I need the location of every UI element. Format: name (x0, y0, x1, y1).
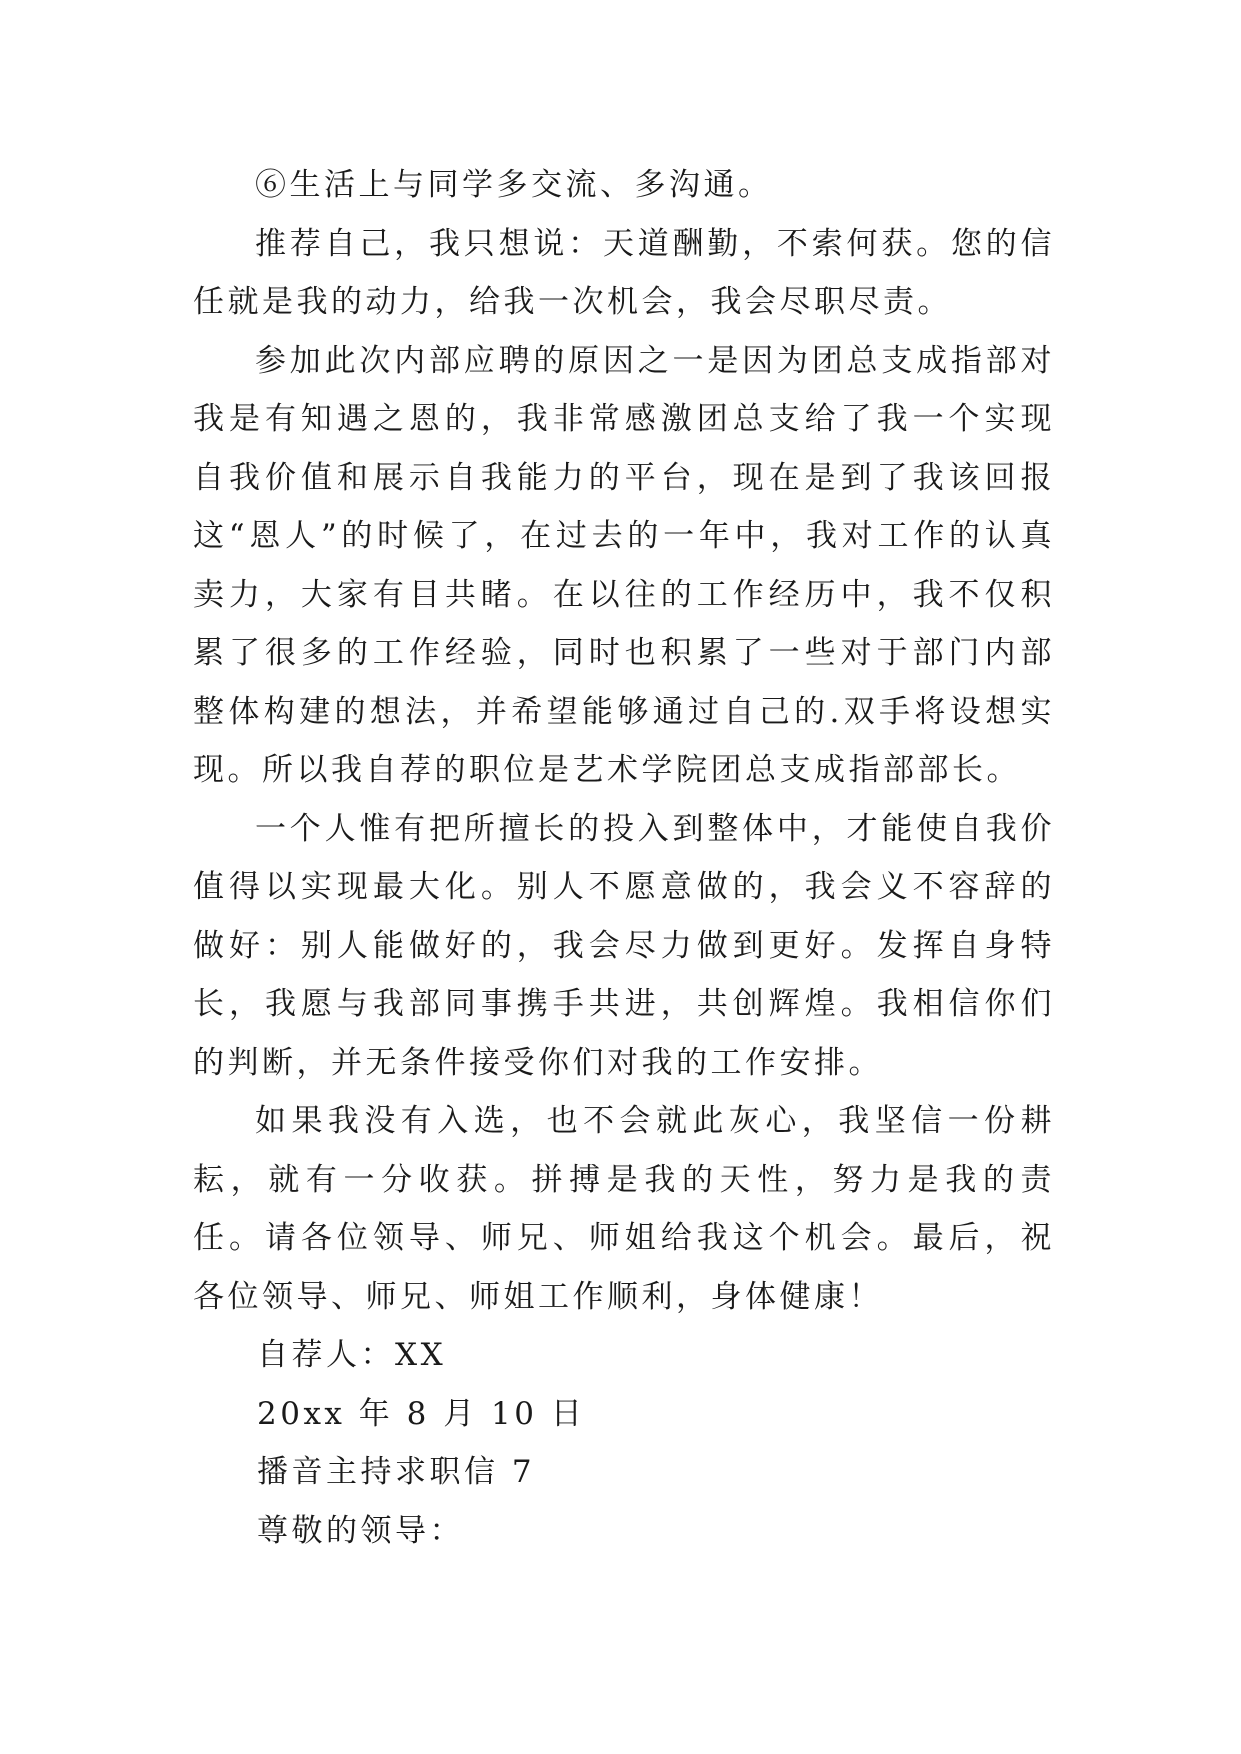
paragraph-1: ⑥生活上与同学多交流、多沟通。 (255, 167, 773, 203)
date: 20xx 年 8 月 10 日 (257, 1395, 586, 1432)
paragraph-3: 参加此次内部应聘的原因之一是因为团总支成指部对我是有知遇之恩的，我非常感激团总支给了我一个实现自我价值和展示自我能力的平台，现在是到了我该回报这“恩人”的时候了，在过去的一年中，我对工作的认真卖力，大家有目共睹。在以往的工作经历中，我不仅积累了很多的工作经验，同时也积累了一些对于部门内部整体构建的想法，并希望能够通过自己的.双手将设想实现。所以我自荐的职位是艺术学院团总支成指部部长。 (193, 342, 1055, 788)
paragraph-2: 推荐自己，我只想说：天道酬勤，不索何获。您的信任就是我的动力，给我一次机会，我会尽职尽责。 (193, 225, 1055, 320)
document-body (193, 156, 1055, 1560)
next-letter-title: 播音主持求职信 7 (257, 1454, 536, 1490)
salutation: 尊敬的领导： (257, 1512, 464, 1549)
paragraph-4: 一个人惟有把所擅长的投入到整体中，才能使自我价值得以实现最大化。别人不愿意做的，我会义不容辞的做好：别人能做好的，我会尽力做到更好。发挥自身特长，我愿与我部同事携手共进，共创辉煌。我相信你们的判断，并无条件接受你们对我的工作安排。 (193, 810, 1055, 1081)
paragraph-5: 如果我没有入选，也不会就此灰心，我坚信一份耕耘，就有一分收获。拼搏是我的天性，努力是我的责任。请各位领导、师兄、师姐给我这个机会。最后，祝各位领导、师兄、师姐工作顺利，身体健康！ (193, 1103, 1055, 1315)
signature: 自荐人：XX (257, 1337, 447, 1373)
